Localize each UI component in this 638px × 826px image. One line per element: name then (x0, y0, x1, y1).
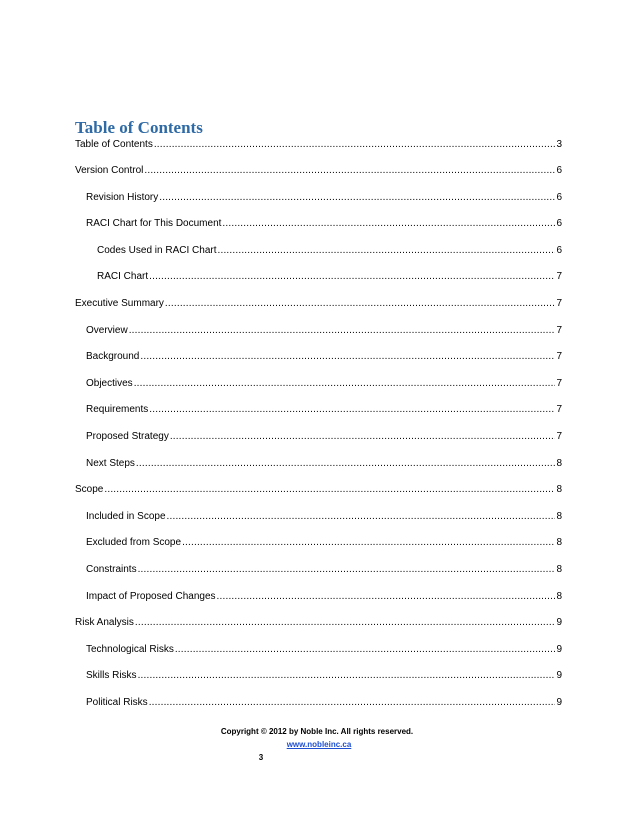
toc-entry-page: 7 (556, 377, 562, 389)
toc-entry-label: Excluded from Scope (86, 537, 182, 549)
dot-leader (170, 430, 556, 444)
toc-entry-page: 9 (556, 643, 562, 655)
footer-website (0, 739, 638, 750)
dot-leader (154, 138, 556, 152)
toc-entry[interactable] (75, 430, 562, 457)
toc-entry[interactable] (75, 324, 562, 351)
toc-entry[interactable] (75, 536, 562, 563)
toc-entry[interactable] (75, 191, 562, 218)
toc-entry-page: 8 (556, 590, 562, 602)
toc-entry-label: Risk Analysis (75, 617, 134, 629)
toc-entry-label: Table of Contents (75, 139, 153, 150)
toc-entry-label: Political Risks (86, 696, 148, 708)
dot-leader (222, 217, 555, 231)
toc-entry[interactable] (75, 616, 562, 643)
dot-leader (165, 297, 556, 311)
toc-entry[interactable] (75, 350, 562, 377)
toc-entry[interactable] (75, 590, 562, 617)
dot-leader (138, 669, 556, 683)
toc-entry[interactable] (75, 377, 562, 404)
toc-entry-label: Impact of Proposed Changes (86, 590, 216, 602)
dot-leader (167, 510, 556, 524)
toc-entry-page: 7 (556, 324, 562, 336)
toc-entry-page: 3 (556, 139, 562, 150)
toc-entry-page: 7 (556, 430, 562, 442)
dot-leader (129, 324, 556, 338)
dot-leader (136, 457, 556, 471)
toc-entry-page: 8 (556, 457, 562, 469)
toc-entry-label: Included in Scope (86, 510, 166, 522)
toc-list (75, 138, 562, 722)
dot-leader (134, 377, 556, 391)
toc-entry-label: Objectives (86, 377, 133, 389)
toc-entry[interactable] (75, 457, 562, 484)
toc-entry[interactable] (75, 483, 562, 510)
toc-entry-page: 9 (556, 617, 562, 629)
toc-entry-label: Scope (75, 484, 104, 496)
toc-entry-page: 8 (556, 484, 562, 496)
toc-entry-page: 6 (556, 165, 562, 176)
toc-entry-label: Codes Used in RACI Chart (97, 244, 217, 256)
toc-entry-label: Executive Summary (75, 297, 164, 309)
toc-entry-label: Next Steps (86, 457, 135, 469)
toc-entry-label: Version Control (75, 165, 144, 176)
toc-entry-label: Requirements (86, 404, 149, 416)
dot-leader (149, 403, 555, 417)
toc-entry[interactable] (75, 244, 562, 271)
toc-entry-page: 9 (556, 670, 562, 682)
toc-heading: Table of Contents (75, 118, 203, 137)
dot-leader (149, 270, 555, 284)
toc-entry[interactable] (75, 297, 562, 324)
toc-entry[interactable] (75, 669, 562, 696)
toc-entry-page: 6 (556, 244, 562, 256)
dot-leader (218, 244, 556, 258)
dot-leader (217, 590, 556, 604)
footer-copyright: Copyright © 2012 by Noble Inc. All rights reserved. (220, 727, 414, 736)
toc-entry-page: 7 (556, 297, 562, 309)
toc-entry-label: Proposed Strategy (86, 430, 169, 442)
toc-entry[interactable] (75, 510, 562, 537)
toc-entry-label: RACI Chart for This Document (86, 218, 222, 230)
toc-entry[interactable] (75, 164, 562, 191)
dot-leader (144, 164, 555, 178)
toc-entry-label: Background (86, 351, 140, 363)
toc-entry-page: 8 (556, 510, 562, 522)
dot-leader (149, 696, 556, 710)
toc-entry[interactable] (75, 403, 562, 430)
toc-entry-label: Revision History (86, 191, 159, 203)
dot-leader (138, 563, 556, 577)
dot-leader (159, 191, 555, 205)
toc-entry-page: 8 (556, 563, 562, 575)
toc-entry-page: 8 (556, 537, 562, 549)
dot-leader (104, 483, 555, 497)
page-number: 3 (258, 753, 264, 762)
toc-entry-page: 7 (556, 271, 562, 283)
toc-entry-label: Overview (86, 324, 128, 336)
toc-entry[interactable] (75, 138, 562, 164)
toc-entry[interactable] (75, 643, 562, 670)
dot-leader (135, 616, 556, 630)
toc-entry-label: Constraints (86, 563, 137, 575)
website-link[interactable]: www.nobleinc.ca (286, 740, 352, 749)
toc-entry-label: RACI Chart (97, 271, 149, 283)
dot-leader (175, 643, 556, 657)
toc-entry-page: 7 (556, 351, 562, 363)
toc-entry-page: 7 (556, 404, 562, 416)
dot-leader (182, 536, 555, 550)
dot-leader (140, 350, 555, 364)
toc-entry-page: 9 (556, 696, 562, 708)
toc-entry[interactable] (75, 696, 562, 723)
toc-entry[interactable] (75, 270, 562, 297)
toc-entry-label: Skills Risks (86, 670, 137, 682)
toc-entry[interactable] (75, 563, 562, 590)
toc-entry-label: Technological Risks (86, 643, 174, 655)
toc-entry-page: 6 (556, 218, 562, 230)
toc-entry-page: 6 (556, 191, 562, 203)
toc-entry[interactable] (75, 217, 562, 244)
